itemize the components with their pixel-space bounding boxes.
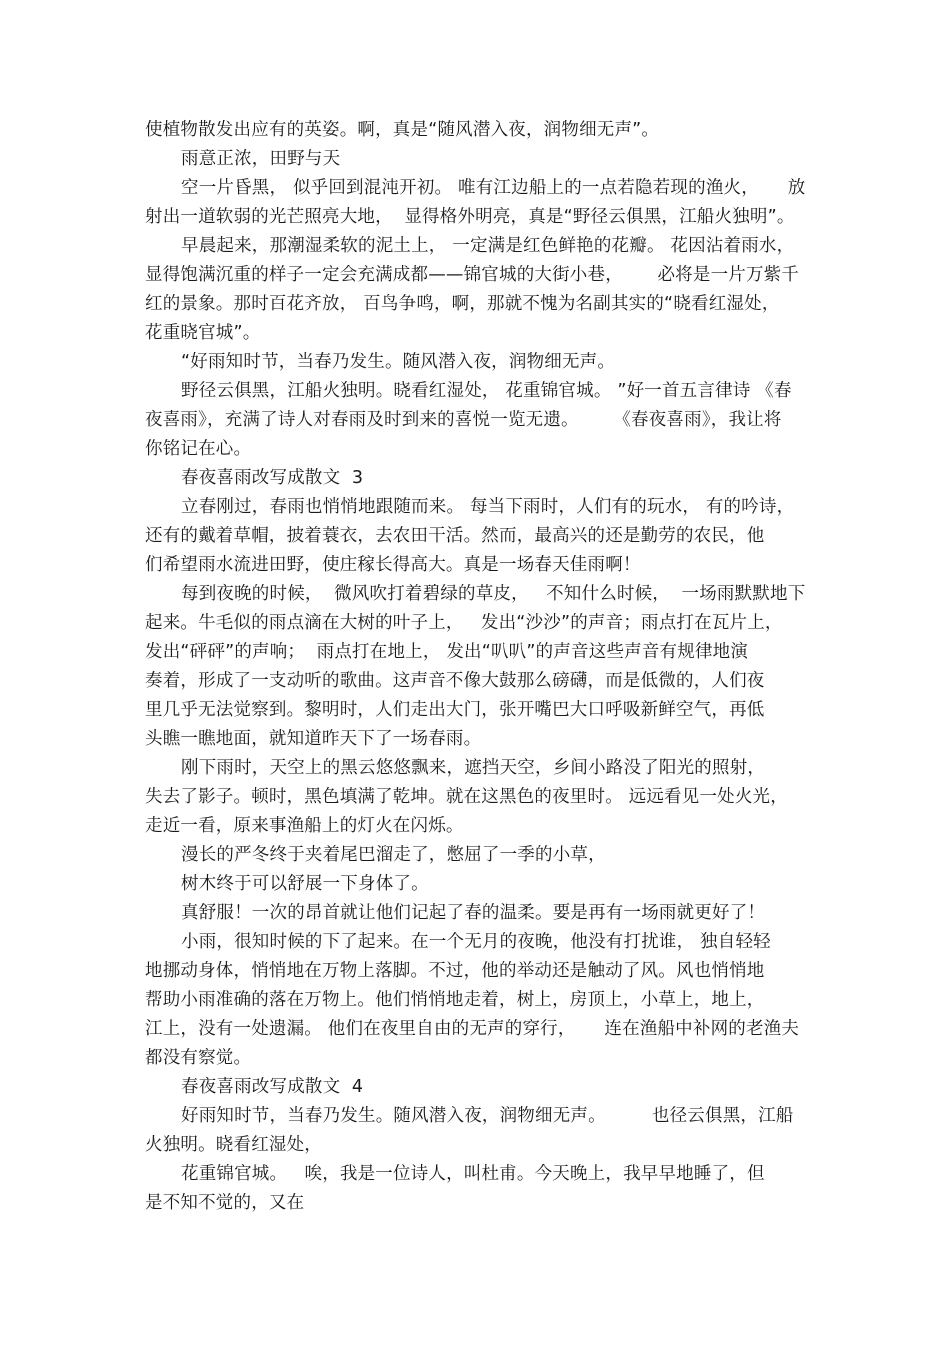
text-line: 刚下雨时，天空上的黑云悠悠飘来，遮挡天空，乡间小路没了阳光的照射， [181, 758, 766, 778]
text-line: 使植物散发出应有的英姿。啊，真是“随风潜入夜，润物细无声”。 [145, 120, 660, 140]
text-line: 还有的戴着草帽，披着蓑衣，去农田干活。然而，最高兴的还是勤劳的农民，他 [145, 526, 765, 546]
text-line: 空一片昏黑， 似乎回到混沌开初。 唯有江边船上的一点若隐若现的渔火， 放 [181, 178, 806, 198]
text-line: 头瞧一瞧地面，就知道昨天下了一场春雨。 [145, 729, 482, 749]
text-line: 江上，没有一处遗漏。 他们在夜里自由的无声的穿行， 连在渔船中补网的老渔夫 [145, 1019, 800, 1039]
text-line: 好雨知时节，当春乃发生。随风潜入夜，润物细无声。 也径云俱黑，江船 [181, 1106, 794, 1126]
text-line: 起来。牛毛似的雨点滴在大树的叶子上， 发出“沙沙”的声音；雨点打在瓦片上， [145, 613, 783, 633]
text-line: 里几乎无法觉察到。黎明时，人们走出大门，张开嘴巴大口呼吸新鲜空气，再低 [145, 700, 765, 720]
text-line: 花重锦官城。 唉，我是一位诗人，叫杜甫。今天晚上，我早早地睡了，但 [181, 1164, 765, 1184]
text-line: 射出一道软弱的光芒照亮大地， 显得格外明亮，真是“野径云俱黑，江船火独明”。 [145, 207, 795, 227]
text-line: 帮助小雨准确的落在万物上。他们悄悄地走着，树上，房顶上，小草上，地上， [145, 990, 765, 1010]
text-line: 漫长的严冬终于夹着尾巴溜走了，憋屈了一季的小草， [181, 845, 606, 865]
text-line: 立春刚过，春雨也悄悄地跟随而来。 每当下雨时，人们有的玩水， 有的吟诗， [181, 497, 795, 517]
text-line: 真舒服！一次的昂首就让他们记起了春的温柔。要是再有一场雨就更好了！ [181, 903, 766, 923]
text-line: 夜喜雨》，充满了诗人对春雨及时到来的喜悦一览无遗。 《春夜喜雨》，我让将 [145, 410, 782, 430]
text-line: 们希望雨水流进田野，使庄稼长得高大。真是一场春天佳雨啊！ [145, 555, 641, 575]
text-line: “好雨知时节，当春乃发生。随风潜入夜，润物细无声。 [181, 352, 616, 372]
text-line: 失去了影子。顿时，黑色填满了乾坤。就在这黑色的夜里时。 远远看见一处火光， [145, 787, 788, 807]
text-line: 是不知不觉的，又在 [145, 1193, 305, 1213]
text-line: 早晨起来，那潮湿柔软的泥土上， 一定满是红色鲜艳的花瓣。 花因沾着雨水， [181, 236, 795, 256]
text-line: 花重晓官城”。 [145, 323, 261, 343]
text-line: 显得饱满沉重的样子一定会充满成都——锦官城的大街小巷， 必将是一片万紫千 [145, 265, 800, 285]
section-heading: 春夜喜雨改写成散文 4 [181, 1077, 364, 1097]
text-line: 小雨，很知时候的下了起来。在一个无月的夜晚，他没有打扰谁， 独自轻轻 [181, 932, 771, 952]
text-line: 野径云俱黑，江船火独明。晓看红湿处， 花重锦官城。 ”好一首五言律诗 《春 [181, 381, 792, 401]
text-line: 奏着，形成了一支动听的歌曲。这声音不像大鼓那么磅礴，而是低微的，人们夜 [145, 671, 765, 691]
text-line: 每到夜晚的时候， 微风吹打着碧绿的草皮， 不知什么时候， 一场雨默默地下 [181, 584, 806, 604]
text-line: 地挪动身体，悄悄地在万物上落脚。不过，他的举动还是触动了风。风也悄悄地 [145, 961, 765, 981]
text-line: 走近一看，原来事渔船上的灯火在闪烁。 [145, 816, 464, 836]
text-line: 红的景象。那时百花齐放， 百鸟争鸣，啊，那就不愧为名副其实的“晓看红湿处， [145, 294, 780, 314]
text-line: 雨意正浓，田野与天 [181, 149, 341, 169]
text-line: 树木终于可以舒展一下身体了。 [181, 874, 429, 894]
section-heading: 春夜喜雨改写成散文 3 [181, 468, 364, 488]
text-line: 都没有察觉。 [145, 1048, 252, 1068]
text-line: 你铭记在心。 [145, 439, 252, 459]
text-line: 发出“砰砰”的声响； 雨点打在地上， 发出“叭叭”的声音这些声音有规律地演 [145, 642, 749, 662]
text-line: 火独明。晓看红湿处， [145, 1135, 322, 1155]
